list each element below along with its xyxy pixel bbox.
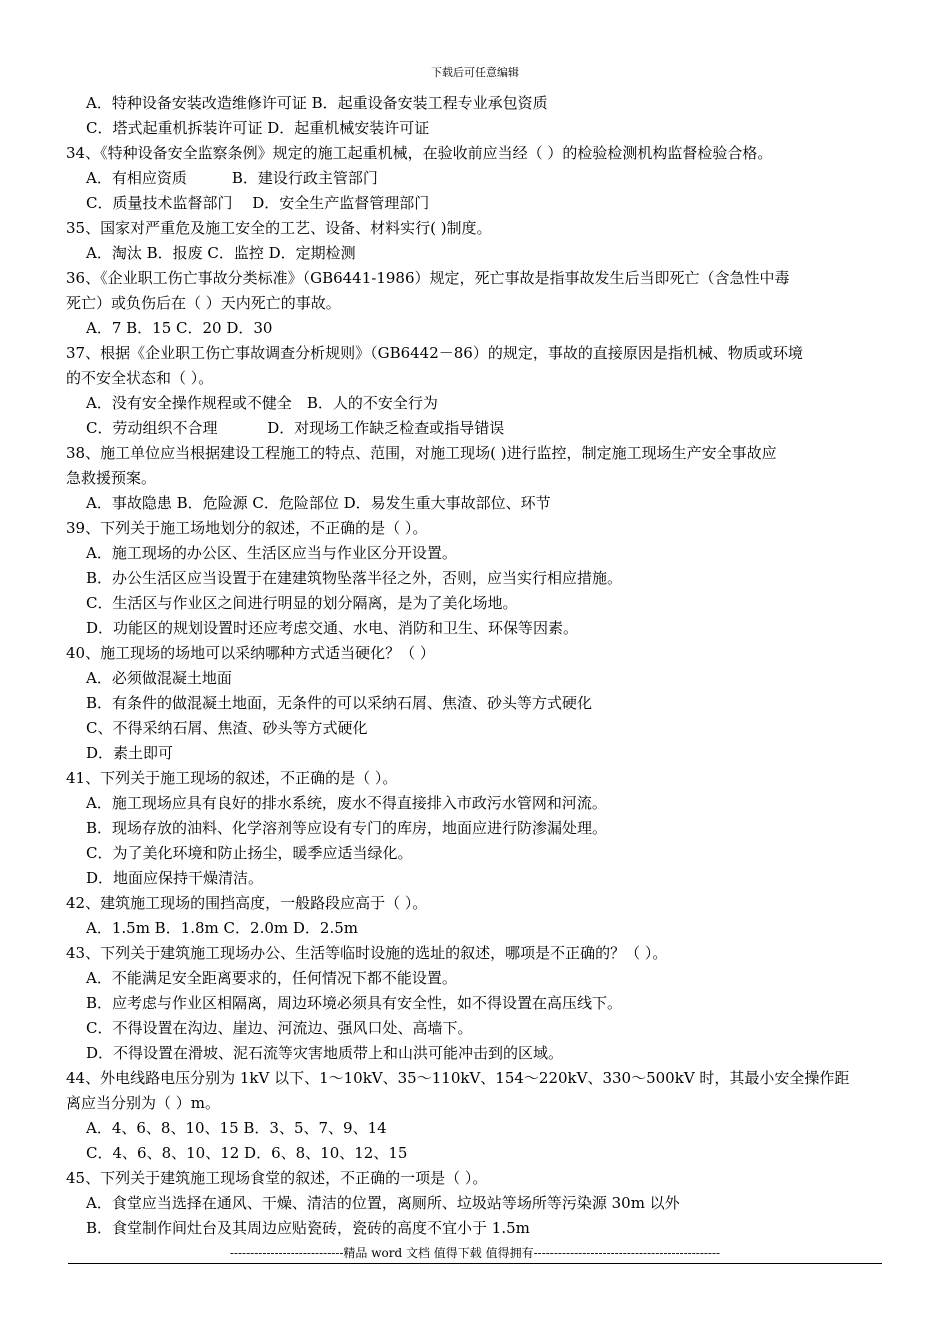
question-line: 40、施工现场的场地可以采纳哪种方式适当硬化？（ ） [66,644,435,662]
answer-option-line: A．4、6、8、10、15 B．3、5、7、9、14 [86,1119,387,1137]
answer-option-line: D．不得设置在滑坡、泥石流等灾害地质带上和山洪可能冲击到的区域。 [86,1044,564,1062]
answer-option-line: B．现场存放的油料、化学溶剂等应设有专门的库房，地面应进行防渗漏处理。 [86,819,608,837]
answer-option-line: C．不得设置在沟边、崖边、河流边、强风口处、高墙下。 [86,1019,473,1037]
question-line: 的不安全状态和（ ）。 [66,369,214,387]
answer-option-line: D．地面应保持干燥清洁。 [86,869,264,887]
footer-divider [68,1263,882,1264]
answer-option-line: B．应考虑与作业区相隔离，周边环境必须具有安全性，如不得设置在高压线下。 [86,994,623,1012]
answer-option-line: A．特种设备安装改造维修许可证 B．起重设备安装工程专业承包资质 [86,94,548,112]
question-line: 43、下列关于建筑施工现场办公、生活等临时设施的选址的叙述，哪项是不正确的？（ ）。 [66,944,668,962]
question-line: 39、下列关于施工场地划分的叙述，不正确的是（ ）。 [66,519,428,537]
question-line: 36、《企业职工伤亡事故分类标准》（GB6441-1986）规定，死亡事故是指事故发生后当即死亡（含急性中毒 [66,269,790,287]
answer-option-line: C．生活区与作业区之间进行明显的划分隔离，是为了美化场地。 [86,594,518,612]
question-line: 45、下列关于建筑施工现场食堂的叙述，不正确的一项是（ ）。 [66,1169,488,1187]
answer-option-line: C．塔式起重机拆装许可证 D．起重机械安装许可证 [86,119,430,137]
question-line: 34、《特种设备安全监察条例》规定的施工起重机械，在验收前应当经（ ）的检验检测机构监督检验合格。 [66,144,773,162]
question-line: 急救援预案。 [66,469,157,487]
question-line: 35、国家对严重危及施工安全的工艺、设备、材料实行( )制度。 [66,219,492,237]
question-line: 37、根据《企业职工伤亡事故调查分析规则》（GB6442－86）的规定，事故的直接原因是指机械、物质或环境 [66,344,803,362]
question-line: 42、建筑施工现场的围挡高度，一般路段应高于（ ）。 [66,894,428,912]
question-line: 44、外电线路电压分别为 1kV 以下、1～10kV、35～110kV、154～220kV、330～500kV 时，其最小安全操作距 [66,1069,850,1087]
page-footer: ----------------------------精品 word 文档 值得下载 值得拥有---------------------------------------------- [229,1246,721,1260]
answer-option-line: A．事故隐患 B．危险源 C．危险部位 D．易发生重大事故部位、环节 [86,494,551,512]
answer-option-line: A．食堂应当选择在通风、干燥、清洁的位置，离厕所、垃圾站等场所等污染源 30m 以外 [86,1194,680,1212]
answer-option-line: A．1.5m B．1.8m C．2.0m D．2.5m [86,919,358,937]
answer-option-line: C．劳动组织不合理 D．对现场工作缺乏检查或指导错误 [86,419,505,437]
question-line: 41、下列关于施工现场的叙述，不正确的是（ ）。 [66,769,398,787]
answer-option-line: A．施工现场的办公区、生活区应当与作业区分开设置。 [86,544,457,562]
answer-option-line: C．质量技术监督部门 D．安全生产监督管理部门 [86,194,430,212]
answer-option-line: A．没有安全操作规程或不健全 B．人的不安全行为 [86,394,438,412]
answer-option-line: C．4、6、8、10、12 D．6、8、10、12、15 [86,1144,408,1162]
answer-option-line: B．办公生活区应当设置于在建建筑物坠落半径之外，否则，应当实行相应措施。 [86,569,623,587]
page-header: 下载后可任意编辑 [431,66,519,79]
answer-option-line: A．7 B．15 C．20 D．30 [86,319,273,337]
answer-option-line: B．有条件的做混凝土地面，无条件的可以采纳石屑、焦渣、砂头等方式硬化 [86,694,593,712]
answer-option-line: A．施工现场应具有良好的排水系统，废水不得直接排入市政污水管网和河流。 [86,794,607,812]
answer-option-line: C、不得采纳石屑、焦渣、砂头等方式硬化 [86,719,368,737]
answer-option-line: A．有相应资质 B．建设行政主管部门 [86,169,378,187]
answer-option-line: C．为了美化环境和防止扬尘，暖季应适当绿化。 [86,844,413,862]
answer-option-line: D．素土即可 [86,744,174,762]
answer-option-line: B．食堂制作间灶台及其周边应贴瓷砖，瓷砖的高度不宜小于 1.5m [86,1219,530,1237]
answer-option-line: D．功能区的规划设置时还应考虑交通、水电、消防和卫生、环保等因素。 [86,619,579,637]
answer-option-line: A．必须做混凝土地面 [86,669,232,687]
question-line: 离应当分别为（ ）m。 [66,1094,220,1112]
question-line: 死亡）或负伤后在（ ）天内死亡的事故。 [66,294,341,312]
document-body [66,91,886,1241]
answer-option-line: A．不能满足安全距离要求的，任何情况下都不能设置。 [86,969,457,987]
question-line: 38、施工单位应当根据建设工程施工的特点、范围，对施工现场( )进行监控，制定施工现场生产安全事故应 [66,444,777,462]
answer-option-line: A．淘汰 B．报废 C．监控 D．定期检测 [86,244,356,262]
